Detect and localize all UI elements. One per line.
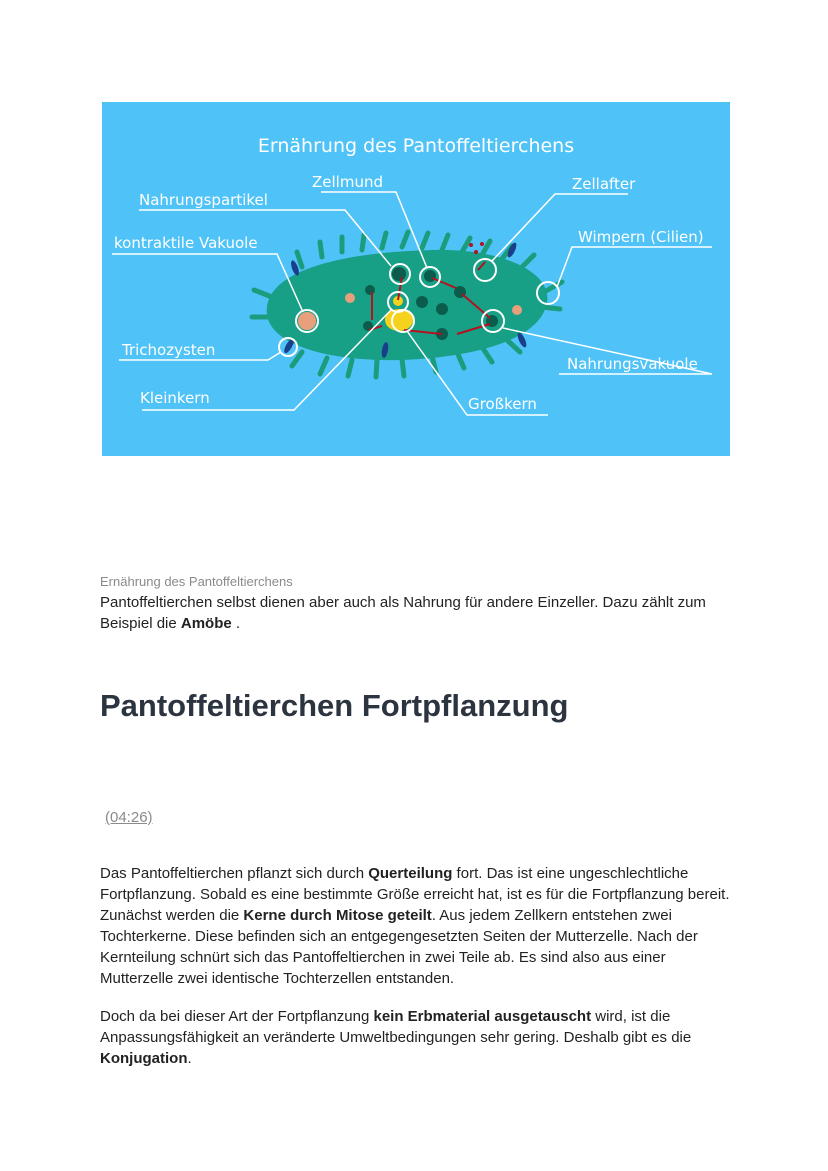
p2-text-2: wird, ist die Anpassungsfähigkeit an veränderte Umweltbedingungen sehr gering. Deshalb gibt es die [100, 1008, 692, 1046]
intro-text: Pantoffeltierchen selbst dienen aber auch als Nahrung für andere Einzeller. Dazu zählt zum Beispiel die [100, 594, 706, 632]
p2-bold-konjugation: Konjugation [100, 1050, 188, 1067]
p1-bold-mitose: Kerne durch Mitose geteilt [243, 907, 432, 924]
p2-text-1: Doch da bei dieser Art der Fortpflanzung [100, 1008, 374, 1025]
label-kleinkern: Kleinkern [140, 389, 210, 407]
label-nahrungspartikel: Nahrungspartikel [139, 191, 268, 209]
p1-text-3: . Aus jedem Zellkern entstehen zwei Tochterkerne. Diese befinden sich an entgegengesetzten Seiten der Mutterzelle. Nach der Kernteilung schnürt sich das Pantoffeltierchen in zwei Teile ab. Es sind also aus einer Mutterzelle zwei identische Tochterzellen entstanden. [100, 907, 698, 987]
intro-text-end: . [231, 615, 241, 632]
p1-text-2: fort. Das ist eine ungeschlechtliche Fortpflanzung. Sobald es eine bestimmte Größe erreicht hat, ist es für die Fortpflanzung bereit. Zunächst werden die [100, 865, 730, 924]
diagram-title: Ernährung des Pantoffeltierchens [257, 135, 575, 157]
label-zellafter: Zellafter [572, 175, 636, 193]
figure-caption: Ernährung des Pantoffeltierchens [100, 574, 293, 589]
label-nahrungsvakuole: Nahrungsvakuole [567, 355, 698, 373]
label-kontraktile-vakuole: kontraktile Vakuole [114, 234, 258, 252]
reproduction-paragraph-1 [100, 863, 740, 989]
label-grosskern: Großkern [468, 395, 537, 413]
orange-dot [512, 305, 522, 315]
reproduction-paragraph-2 [100, 1006, 740, 1069]
section-heading: Pantoffeltierchen Fortpflanzung [100, 688, 569, 723]
p1-bold-querteilung: Querteilung [368, 865, 453, 882]
label-zellmund: Zellmund [312, 173, 383, 191]
intro-paragraph [100, 592, 740, 634]
diagram-svg [102, 102, 730, 456]
orange-dot [345, 293, 355, 303]
p2-bold-erbmaterial: kein Erbmaterial ausgetauscht [373, 1008, 592, 1025]
contractile-vacuole [298, 312, 316, 330]
label-wimpern: Wimpern (Cilien) [578, 228, 704, 246]
amoebe-link[interactable]: Amöbe [180, 615, 232, 632]
p2-text-3: . [187, 1050, 192, 1067]
paramecium-diagram [102, 102, 730, 456]
p1-text-1: Das Pantoffeltierchen pflanzt sich durch [100, 865, 369, 882]
label-trichozysten: Trichozysten [122, 341, 216, 359]
video-timestamp-link[interactable]: (04:26) [105, 809, 153, 826]
